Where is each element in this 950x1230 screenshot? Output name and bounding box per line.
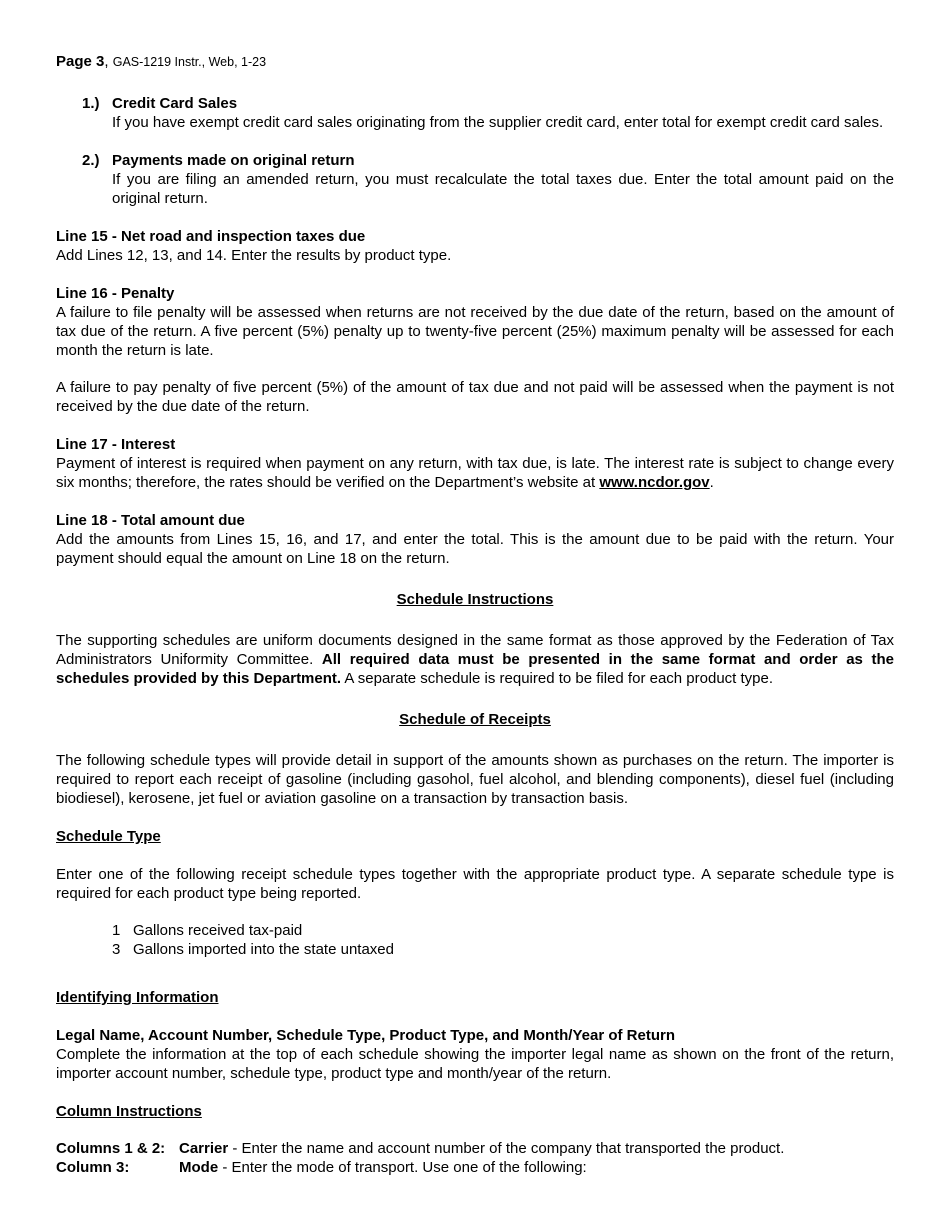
page-header — [56, 52, 266, 72]
column-instructions-heading: Column Instructions — [56, 1103, 202, 1120]
line16-paragraph: A failure to file penalty will be assessed when returns are not received by the due date of the return, based on the amount of tax due of the return. A five percent (5%) penalty up to twenty-five percent (25%) maximum penalty will be assessed for each month the return is late. — [56, 304, 894, 359]
identifying-heading: Identifying Information — [56, 989, 219, 1006]
schedule-instructions-body: The supporting schedules are uniform documents designed in the same format as those approved by the Federation of Tax Administrators Uniformity Committee. — [56, 632, 894, 668]
column-description — [179, 1158, 894, 1177]
header-separator: , — [104, 53, 109, 70]
schedule-type-code: 1 — [112, 922, 121, 939]
line15-text: Add Lines 12, 13, and 14. Enter the results by product type. — [56, 247, 452, 264]
column-description — [179, 1139, 894, 1158]
item-number: 1.) — [82, 95, 100, 112]
item-text: If you have exempt credit card sales originating from the supplier credit card, enter total for exempt credit card sales. — [112, 114, 884, 131]
item-title: Payments made on original return — [112, 152, 355, 169]
column-text: - Enter the name and account number of the company that transported the product. — [228, 1140, 785, 1157]
schedule-type-label: Gallons imported into the state untaxed — [133, 941, 394, 958]
column-term: Mode — [179, 1159, 219, 1176]
schedule-type-label: Gallons received tax-paid — [133, 922, 303, 939]
form-id: GAS-1219 Instr., Web, 1-23 — [112, 55, 267, 69]
line17-body: Payment of interest is required when payment on any return, with tax due, is late. The interest rate is subject to change every six months; therefore, the rates should be verified on the Department’s website at — [56, 455, 894, 491]
schedule-receipts-text: The following schedule types will provide detail in support of the amounts shown as purchases on the return. The importer is required to report each receipt of gasoline (including gasohol, fuel alcohol, and blending components), diesel fuel (including biodiesel), kerosene, jet fuel or aviation gasoline on a transaction by transaction basis. — [56, 752, 894, 807]
line18-title: Line 18 - Total amount due — [56, 512, 245, 529]
column-text: - Enter the mode of transport. Use one of the following: — [218, 1159, 587, 1176]
schedule-instructions-heading: Schedule Instructions — [396, 591, 554, 608]
line15-title: Line 15 - Net road and inspection taxes due — [56, 228, 366, 245]
column-label: Columns 1 & 2: — [56, 1140, 166, 1157]
schedule-instructions-emphasis: All required data must be presented in the same format and order as the schedules provided by this Department. — [56, 651, 894, 687]
schedule-type-heading: Schedule Type — [56, 828, 161, 845]
page-number: Page 3 — [56, 53, 105, 70]
schedule-type-code: 3 — [112, 941, 121, 958]
schedule-instructions-tail: A separate schedule is required to be filed for each product type. — [341, 670, 774, 687]
line18-text: Add the amounts from Lines 15, 16, and 17, and enter the total. This is the amount due to be paid with the return. Your payment should equal the amount on Line 18 on the return. — [56, 531, 894, 567]
column-term: Carrier — [179, 1140, 229, 1157]
schedule-instructions-text — [56, 631, 894, 688]
column-label: Column 3: — [56, 1159, 130, 1176]
identifying-text: Complete the information at the top of each schedule showing the importer legal name as shown on the front of the return, importer account number, schedule type, product type and month/year of the return. — [56, 1046, 894, 1082]
schedule-type-text: Enter one of the following receipt schedule types together with the appropriate product type. A separate schedule type is required for each product type being reported. — [56, 866, 894, 902]
line16-title: Line 16 - Penalty — [56, 285, 175, 302]
item-number: 2.) — [82, 152, 100, 169]
schedule-receipts-heading: Schedule of Receipts — [399, 711, 551, 728]
item-text: If you are filing an amended return, you must recalculate the total taxes due. Enter the total amount paid on the original return. — [112, 171, 894, 207]
line17-title: Line 17 - Interest — [56, 436, 176, 453]
ncdor-website-link[interactable]: www.ncdor.gov — [599, 474, 710, 491]
line17-text — [56, 454, 894, 492]
line16-paragraph: A failure to pay penalty of five percent (5%) of the amount of tax due and not paid will be assessed when the payment is not received by the due date of the return. — [56, 379, 894, 415]
line17-period: . — [709, 474, 714, 491]
identifying-subheading: Legal Name, Account Number, Schedule Type, Product Type, and Month/Year of Return — [56, 1027, 675, 1044]
item-title: Credit Card Sales — [112, 95, 238, 112]
